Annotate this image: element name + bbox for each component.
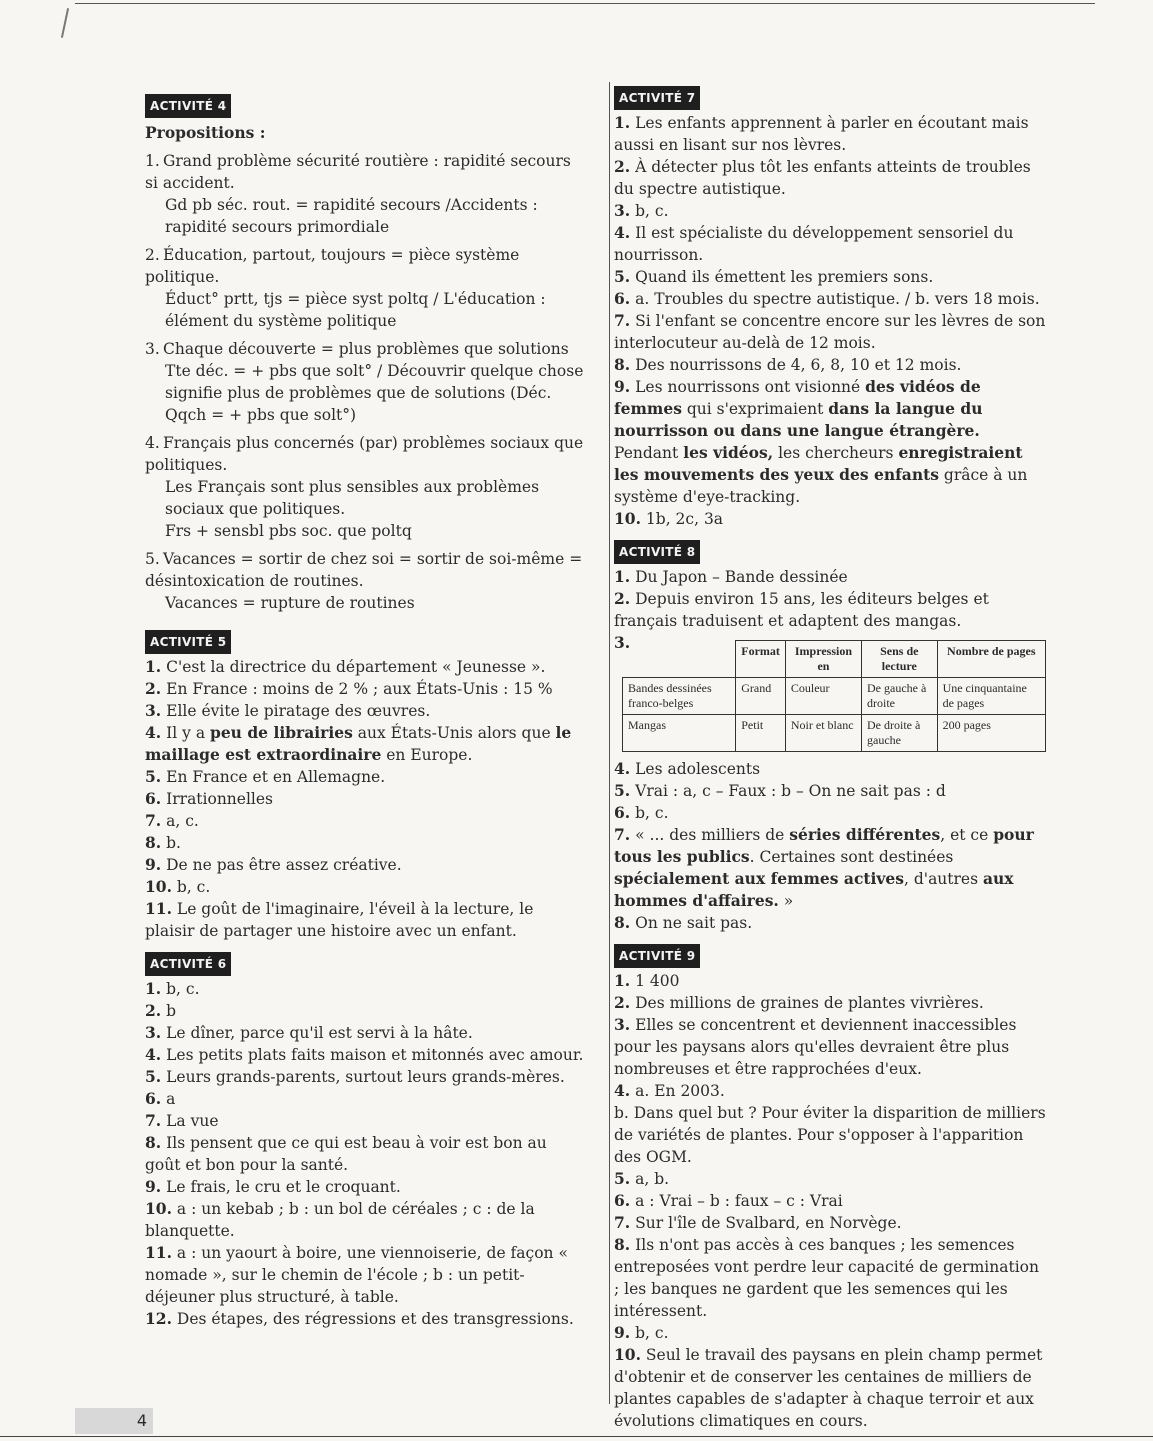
answer-item: 5. Vrai : a, c – Faux : b – On ne sait pas : d [614, 781, 946, 800]
answer-item: 5. En France et en Allemagne. [145, 767, 386, 786]
answer-item: 10. 1b, 2c, 3a [614, 509, 724, 528]
answer-item: 3. b, c. [614, 201, 669, 220]
table-header-row [623, 641, 1046, 678]
answer-item: 3. [614, 633, 631, 652]
answer-item: 8. Ils pensent que ce qui est beau à voir est bon au goût et bon pour la santé. [145, 1133, 547, 1174]
answer-item: 1. b, c. [145, 979, 200, 998]
proposition-item: 3. Chaque découverte = plus problèmes que solutions Tte déc. = + pbs que solt° / Découvrir quelque chose signifie plus de problèmes que de solutions (Déc. Qqch = + pbs que solt°) [145, 340, 584, 424]
answer-item: 4. Les petits plats faits maison et mitonnés avec amour. [145, 1045, 584, 1064]
answer-item: 1. C'est la directrice du département « Jeunesse ». [145, 657, 546, 676]
answer-item: 9. b, c. [614, 1323, 669, 1342]
answer-item: 5. Quand ils émettent les premiers sons. [614, 267, 934, 286]
answer-item: 1. Les enfants apprennent à parler en écoutant mais aussi en lisant sur nos lèvres. [614, 113, 1029, 154]
answer-item: 6. a [145, 1089, 176, 1108]
answer-item: 8. b. [145, 833, 181, 852]
answer-item: 6. b, c. [614, 803, 669, 822]
table-row-label: Bandes dessinées franco-belges [623, 678, 736, 715]
answer-item: 3. Elle évite le piratage des œuvres. [145, 701, 431, 720]
proposition-item: 4. Français plus concernés (par) problèmes sociaux que politiques. Les Français sont plus sensibles aux problèmes sociaux que politiques. Frs + sensbl pbs soc. que poltq [145, 434, 584, 540]
answer-item: 7. « ... des milliers de séries différentes, et ce pour tous les publics. Certaines sont destinées spécialement aux femmes actives, d'autres aux hommes d'affaires. » [614, 825, 1034, 910]
answer-item: 9. Le frais, le cru et le croquant. [145, 1177, 401, 1196]
table-corner [623, 641, 736, 678]
answer-item: 7. La vue [145, 1111, 219, 1130]
table-cell: Couleur [785, 678, 861, 715]
activity-5-list [145, 656, 585, 942]
activity-label: ACTIVITÉ 4 [145, 94, 231, 118]
table-row [623, 678, 1046, 715]
answer-item: 10. Seul le travail des paysans en plein champ permet d'obtenir et de conserver les centaines de milliers de plantes capables de s'adapter à chaque terroir et aux évolutions climatiques en cours. [614, 1345, 1043, 1430]
table-cell: De droite à gauche [862, 715, 938, 752]
table-header: Sens de lecture [862, 641, 938, 678]
answer-item: b. Dans quel but ? Pour éviter la disparition de milliers de variétés de plantes. Pour s'opposer à l'apparition des OGM. [614, 1104, 1046, 1166]
answer-item: 1. Du Japon – Bande dessinée [614, 567, 848, 586]
answer-item: 5. Leurs grands-parents, surtout leurs grands-mères. [145, 1067, 565, 1086]
activity-6-list [145, 978, 585, 1330]
bottom-rule [0, 1436, 1153, 1437]
proposition-item: 1. Grand problème sécurité routière : rapidité secours si accident. Gd pb séc. rout. = rapidité secours /Accidents : rapidité secours primordiale [145, 152, 571, 236]
table-cell: Grand [736, 678, 786, 715]
answer-item: 1. 1 400 [614, 971, 680, 990]
left-column [145, 92, 585, 1330]
answer-item: 5. a, b. [614, 1169, 670, 1188]
answer-item: 12. Des étapes, des régressions et des transgressions. [145, 1309, 574, 1328]
activity-label: ACTIVITÉ 9 [614, 944, 700, 968]
answer-item: 9. De ne pas être assez créative. [145, 855, 402, 874]
activity-4-list [145, 150, 585, 614]
answer-item: 4. Il est spécialiste du développement sensoriel du nourrisson. [614, 223, 1014, 264]
answer-item: 11. Le goût de l'imaginaire, l'éveil à la lecture, le plaisir de partager une histoire avec un enfant. [145, 899, 534, 940]
answer-item: 10. b, c. [145, 877, 211, 896]
answer-item: 2. Des millions de graines de plantes vivrières. [614, 993, 984, 1012]
answer-item: 7. Si l'enfant se concentre encore sur les lèvres de son interlocuteur au-delà de 12 mois. [614, 311, 1046, 352]
answer-item: 7. Sur l'île de Svalbard, en Norvège. [614, 1213, 902, 1232]
corner-mark [61, 8, 69, 38]
answer-item: 3. Le dîner, parce qu'il est servi à la hâte. [145, 1023, 473, 1042]
activity-label: ACTIVITÉ 5 [145, 630, 231, 654]
table-cell: Une cinquantaine de pages [937, 678, 1045, 715]
activity-label: ACTIVITÉ 7 [614, 86, 700, 110]
proposition-item: 5. Vacances = sortir de chez soi = sortir de soi-même = désintoxication de routines. Vacances = rupture de routines [145, 550, 583, 612]
table-cell: 200 pages [937, 715, 1045, 752]
answer-item: 8. Ils n'ont pas accès à ces banques ; les semences entreposées vont perdre leur capacité de germination ; les banques ne gardent que les semences qui les intéressent. [614, 1235, 1039, 1320]
answer-item: 6. Irrationnelles [145, 789, 274, 808]
activity-8-list-continued [614, 758, 1046, 934]
comparison-table [622, 640, 1046, 752]
table-cell: De gauche à droite [862, 678, 938, 715]
answer-item: 2. À détecter plus tôt les enfants atteints de troubles du spectre autistique. [614, 157, 1031, 198]
answer-item: 10. a : un kebab ; b : un bol de céréales ; c : de la blanquette. [145, 1199, 535, 1240]
activity-7-list [614, 112, 1046, 530]
table-header: Impression en [785, 641, 861, 678]
activity-9-list [614, 970, 1046, 1432]
answer-item: 6. a. Troubles du spectre autistique. / b. vers 18 mois. [614, 289, 1040, 308]
table-cell: Petit [736, 715, 786, 752]
activity-label: ACTIVITÉ 8 [614, 540, 700, 564]
answer-item: 8. Des nourrissons de 4, 6, 8, 10 et 12 mois. [614, 355, 962, 374]
table-header: Nombre de pages [937, 641, 1045, 678]
answer-item: 9. Les nourrissons ont visionné des vidéos de femmes qui s'exprimaient dans la langue du nourrisson ou dans une langue étrangère. Pendant les vidéos, les chercheurs enregistraient les mouvements des yeux des enfants grâce à un système d'eye-tracking. [614, 377, 1028, 506]
propositions-title: Propositions : [145, 123, 266, 142]
answer-item: 7. a, c. [145, 811, 199, 830]
answer-item: 2. En France : moins de 2 % ; aux États-Unis : 15 % [145, 679, 553, 698]
answer-item: 4. Les adolescents [614, 759, 761, 778]
table-row [623, 715, 1046, 752]
table-row-label: Mangas [623, 715, 736, 752]
answer-item: 2. Depuis environ 15 ans, les éditeurs belges et français traduisent et adaptent des mangas. [614, 589, 989, 630]
column-divider [609, 82, 610, 1404]
answer-item: 4. a. En 2003. [614, 1081, 725, 1100]
right-column [614, 84, 1046, 1432]
answer-item: 4. Il y a peu de librairies aux États-Unis alors que le maillage est extraordinaire en Europe. [145, 723, 572, 764]
table-header: Format [736, 641, 786, 678]
answer-item: 2. b [145, 1001, 177, 1020]
answer-item: 6. a : Vrai – b : faux – c : Vrai [614, 1191, 843, 1210]
table-cell: Noir et blanc [785, 715, 861, 752]
top-rule [75, 3, 1095, 4]
activity-label: ACTIVITÉ 6 [145, 952, 231, 976]
proposition-item: 2. Éducation, partout, toujours = pièce système politique. Éduct° prtt, tjs = pièce syst poltq / L'éducation : élément du système politique [145, 246, 546, 330]
answer-item: 3. Elles se concentrent et deviennent inaccessibles pour les paysans alors qu'elles devraient être plus nombreuses et être rapprochées d'eux. [614, 1015, 1017, 1078]
answer-item: 11. a : un yaourt à boire, une viennoiserie, de façon « nomade », sur le chemin de l'école ; b : un petit-déjeuner plus structuré, à table. [145, 1243, 568, 1306]
answer-item: 8. On ne sait pas. [614, 913, 753, 932]
page-number: 4 [75, 1408, 153, 1434]
